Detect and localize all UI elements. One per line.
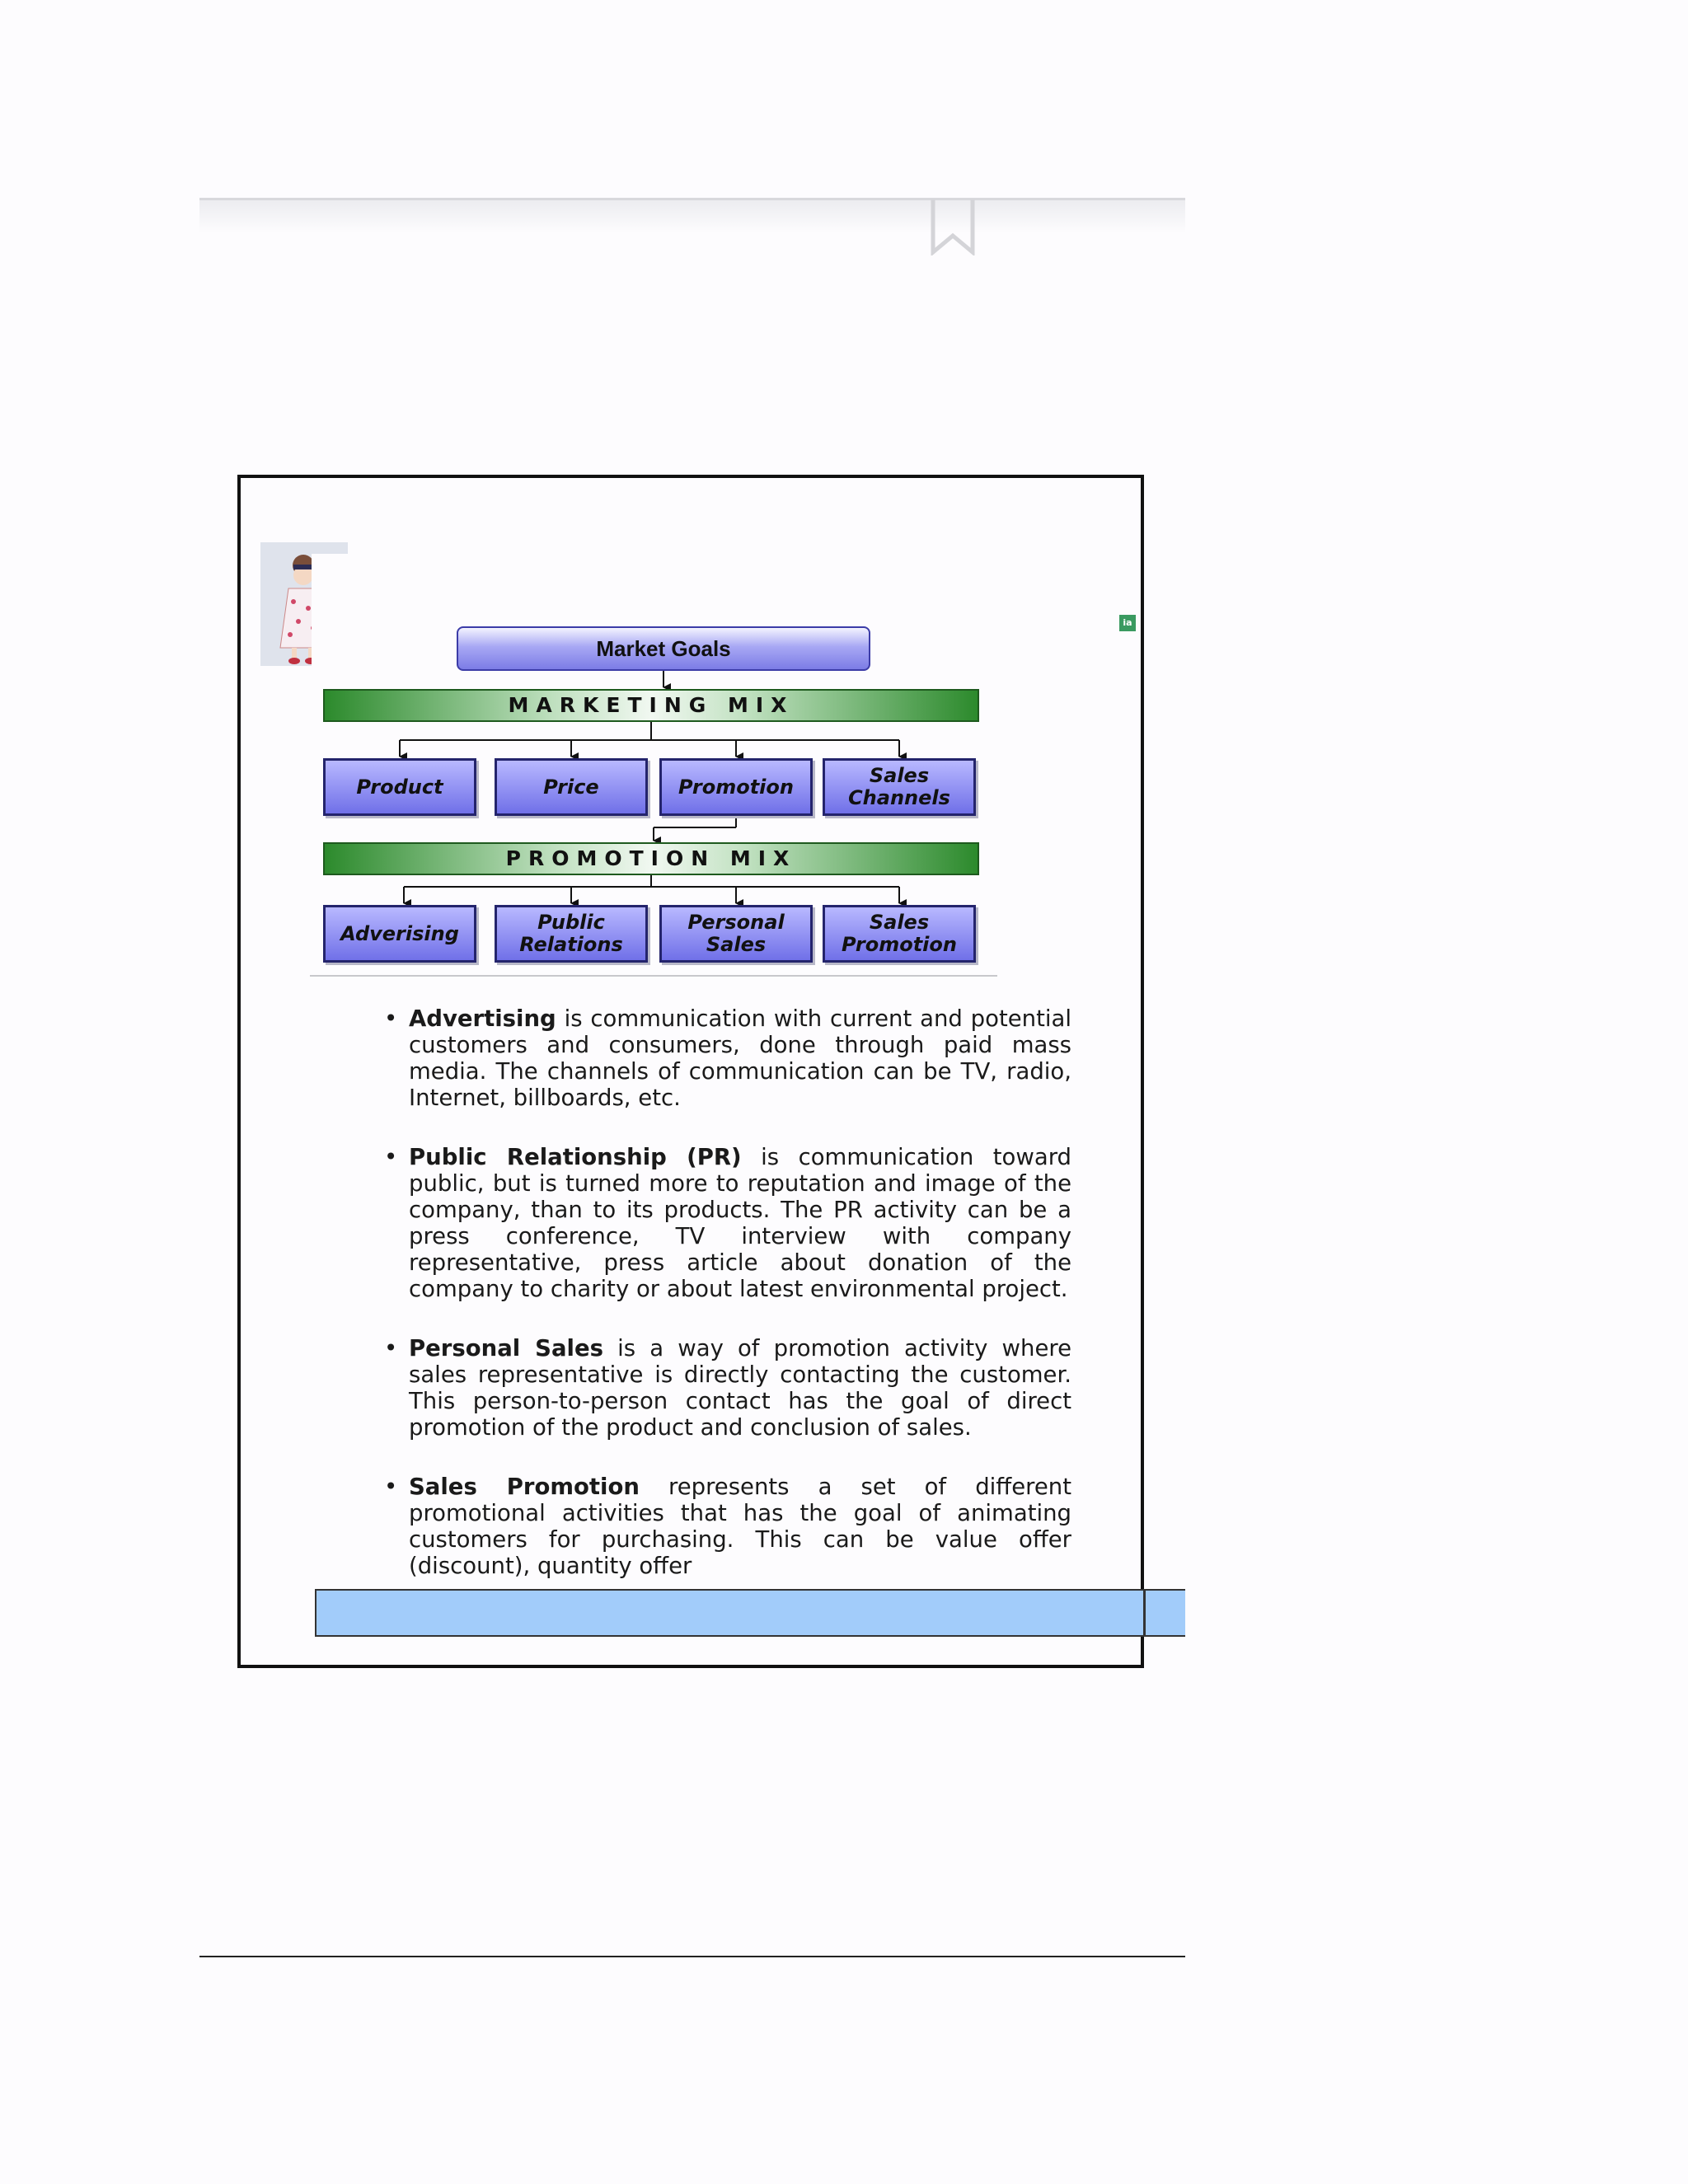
box-public-relations: Public Relations [495,905,648,963]
box-advertising: Adverising [323,905,476,963]
slide-frame [237,475,1144,1668]
marketing-mix-bar: MARKETING MIX [323,689,979,722]
box-promotion: Promotion [659,758,813,816]
footer-bar-divider [1143,1589,1146,1637]
bullet-text: is communication with current and potential customers and consumers, done through paid mass media. The channels of communication can be TV, radio, Internet, billboards, etc. [409,1005,1071,1111]
bullet-dot: • [384,1474,398,1500]
box-sales-promotion: Sales Promotion [823,905,976,963]
market-goals-box: Market Goals [457,626,870,671]
bullet-text: represents a set of different promotional activities that has the goal of animating customers for purchasing. This can be value offer (discount), quantity offer [409,1474,1071,1579]
box-product: Product [323,758,476,816]
bullet-dot: • [384,1144,398,1170]
box-personal-sales: Personal Sales [659,905,813,963]
bullet-public-relationship [348,1144,1071,1302]
bullet-advertising [348,1005,1071,1111]
bullet-dot: • [384,1005,398,1032]
bullet-text: is a way of promotion activity where sales representative is directly contacting the customer. This person-to-person contact has the goal of direct promotion of the product and conclusion of sales. [409,1335,1072,1441]
green-tag-icon: ia [1119,615,1136,631]
bullet-text: is communication toward public, but is turned more to reputation and image of the company, than to its products. The PR activity can be a press conference, TV interview with company representative, press article about donation of the company to charity or about latest environmental project. [409,1144,1071,1302]
bookmark-icon[interactable] [928,199,978,255]
page-top-shadow [199,200,1185,233]
promotion-mix-bar: PROMOTION MIX [323,842,979,875]
bullet-personal-sales [348,1335,1071,1441]
bullet-dot: • [384,1335,398,1361]
bullet-term: Advertising [409,1005,556,1032]
bullet-list [348,1005,1071,1612]
box-sales-channels: Sales Channels [823,758,976,816]
box-price: Price [495,758,648,816]
bullet-term: Personal Sales [409,1335,603,1361]
bullet-term: Sales Promotion [409,1474,640,1500]
bullet-term: Public Relationship (PR) [409,1144,742,1170]
page-bottom-rule [199,1956,1185,1957]
bullet-sales-promotion [348,1474,1071,1579]
footer-blue-bar [315,1589,1185,1637]
